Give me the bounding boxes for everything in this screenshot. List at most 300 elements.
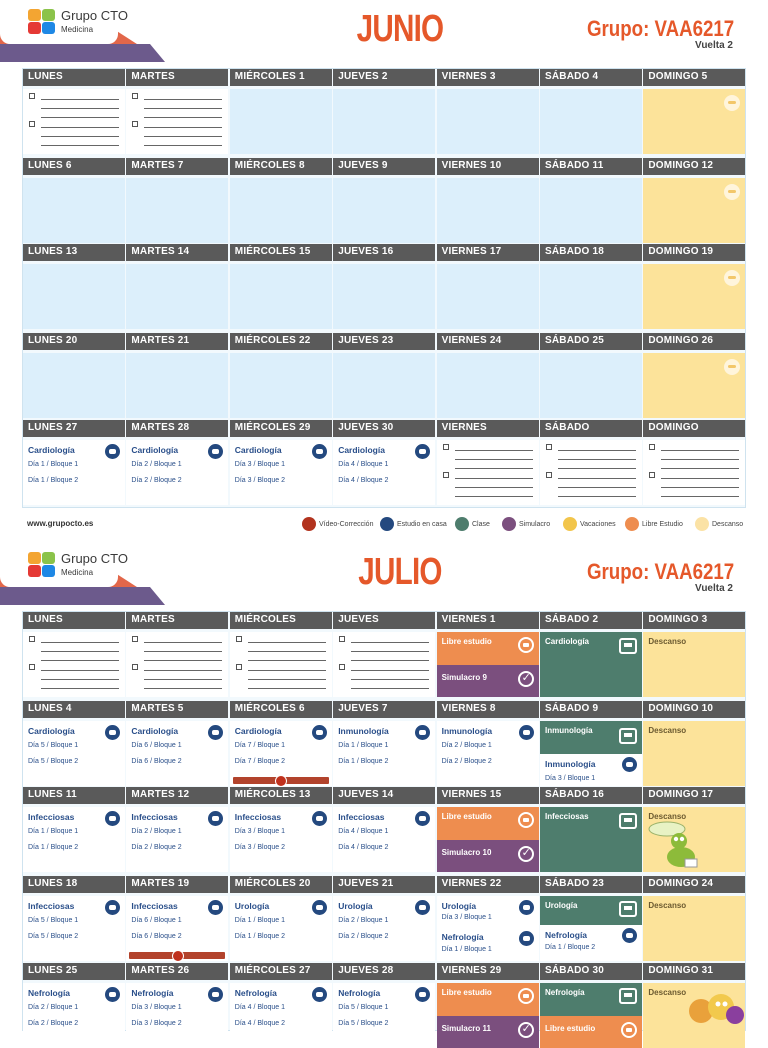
class-label: Inmunología: [545, 726, 593, 735]
day-cell[interactable]: [23, 420, 125, 505]
day-body: [23, 632, 125, 697]
day-header: MIÉRCOLES 6: [230, 701, 332, 718]
class-icon: [455, 517, 469, 531]
day-cell[interactable]: [643, 963, 745, 1048]
note-lines[interactable]: [236, 664, 326, 688]
note-lines[interactable]: [649, 444, 739, 468]
day-header: LUNES 6: [23, 158, 125, 175]
checkbox-icon[interactable]: [132, 121, 138, 127]
note-lines[interactable]: [29, 664, 119, 688]
day-header: MARTES 12: [126, 787, 228, 804]
day-header: DOMINGO 24: [643, 876, 745, 893]
day-cell[interactable]: [643, 612, 745, 697]
day-cell[interactable]: [437, 158, 539, 243]
note-lines[interactable]: [443, 444, 533, 468]
day-header: MARTES 7: [126, 158, 228, 175]
day-body: [540, 632, 642, 697]
block-label: Día 5 / Bloque 1: [28, 742, 78, 749]
day-cell[interactable]: [333, 244, 435, 329]
day-cell[interactable]: [333, 876, 435, 961]
checkbox-icon[interactable]: [443, 472, 449, 478]
day-body: [333, 983, 435, 1048]
block-label: Día 3 / Bloque 2: [235, 477, 285, 484]
block-label: Día 1 / Bloque 1: [28, 461, 78, 468]
day-cell[interactable]: [126, 701, 228, 786]
day-body: [643, 721, 745, 786]
simulacro-icon: [518, 1022, 534, 1038]
day-cell[interactable]: [333, 787, 435, 872]
note-line: [661, 468, 739, 469]
day-cell[interactable]: [126, 158, 228, 243]
class-icon: [619, 901, 637, 917]
day-cell[interactable]: [540, 333, 642, 418]
day-header: SÁBADO 16: [540, 787, 642, 804]
logo-icon: [28, 552, 58, 578]
home-study-icon: [415, 444, 430, 459]
subject-label: Nefrología: [28, 988, 70, 998]
subject-label: Infecciosas: [131, 901, 177, 911]
day-header: SÁBADO 30: [540, 963, 642, 980]
note-lines[interactable]: [29, 93, 119, 117]
day-body: [23, 353, 125, 418]
day-cell[interactable]: [437, 612, 539, 697]
day-cell[interactable]: [126, 787, 228, 872]
day-cell[interactable]: [126, 244, 228, 329]
day-cell[interactable]: [230, 701, 332, 786]
note-line: [248, 651, 326, 652]
day-cell[interactable]: [230, 69, 332, 154]
home-study-icon: [105, 725, 120, 740]
day-body: [333, 896, 435, 961]
day-body: [437, 632, 539, 697]
day-header: MIÉRCOLES 8: [230, 158, 332, 175]
day-body: [643, 440, 745, 505]
home-study-icon: [519, 931, 534, 946]
note-line: [41, 99, 119, 100]
checkbox-icon[interactable]: [236, 664, 242, 670]
brand-name: Grupo CTO: [61, 551, 128, 566]
legend-vac: Vacaciones: [563, 514, 616, 534]
note-line: [144, 651, 222, 652]
day-body: [333, 353, 435, 418]
checkbox-icon[interactable]: [29, 636, 35, 642]
subject-label: Infecciosas: [235, 812, 281, 822]
note-line: [661, 450, 739, 451]
subject-label: Urología: [338, 901, 372, 911]
home-study-icon: [105, 900, 120, 915]
day-cell[interactable]: [540, 244, 642, 329]
day-header: MARTES 14: [126, 244, 228, 261]
slot-label: Simulacro 9: [442, 673, 487, 682]
block-label: Día 3 / Bloque 1: [545, 775, 595, 782]
note-lines[interactable]: [132, 121, 222, 145]
day-cell[interactable]: [437, 69, 539, 154]
legend-rest: Descanso: [695, 514, 743, 534]
video-correction-bar[interactable]: [129, 952, 225, 959]
junio-calendar: [22, 68, 746, 508]
day-header: JUEVES: [333, 612, 435, 629]
day-body: [230, 89, 332, 154]
note-line: [248, 660, 326, 661]
day-cell[interactable]: [230, 420, 332, 505]
checkbox-icon[interactable]: [29, 664, 35, 670]
day-body: [643, 983, 745, 1048]
note-line: [558, 468, 636, 469]
block-label: Día 4 / Bloque 1: [338, 828, 388, 835]
day-body: [333, 178, 435, 243]
note-line: [558, 459, 636, 460]
note-line: [144, 670, 222, 671]
rest-label: Descanso: [648, 637, 686, 646]
slot-label: Libre estudio: [442, 812, 492, 821]
block-label: Día 3 / Bloque 1: [442, 914, 492, 921]
day-body: [437, 807, 539, 872]
note-line: [558, 450, 636, 451]
rest-label: Descanso: [648, 726, 686, 735]
week-row: [23, 69, 745, 154]
day-body: [230, 264, 332, 329]
subject-label: Cardiología: [131, 445, 178, 455]
day-cell[interactable]: [230, 787, 332, 872]
day-cell[interactable]: [23, 158, 125, 243]
day-body: [230, 440, 332, 505]
round-label: Vuelta 2: [695, 40, 733, 51]
checkbox-icon[interactable]: [649, 444, 655, 450]
day-header: VIERNES 3: [437, 69, 539, 86]
subject-label: Nefrología: [338, 988, 380, 998]
day-cell[interactable]: [333, 963, 435, 1048]
checkbox-icon[interactable]: [132, 636, 138, 642]
day-cell[interactable]: [23, 787, 125, 872]
day-cell[interactable]: [540, 69, 642, 154]
block-label: Día 2 / Bloque 2: [131, 477, 181, 484]
website-url[interactable]: www.grupocto.es: [27, 519, 93, 528]
day-cell[interactable]: [126, 612, 228, 697]
legend-home: Estudio en casa: [380, 514, 447, 534]
note-lines[interactable]: [546, 444, 636, 468]
checkbox-icon[interactable]: [339, 664, 345, 670]
day-cell[interactable]: [540, 612, 642, 697]
day-cell[interactable]: [230, 876, 332, 961]
day-body: [23, 440, 125, 505]
day-cell[interactable]: [23, 69, 125, 154]
day-body: [643, 632, 745, 697]
note-line: [455, 459, 533, 460]
note-lines[interactable]: [649, 472, 739, 496]
day-header: LUNES 11: [23, 787, 125, 804]
day-cell[interactable]: [540, 876, 642, 961]
day-cell[interactable]: [333, 420, 435, 505]
day-cell[interactable]: [643, 876, 745, 961]
day-body: [540, 440, 642, 505]
block-label: Día 1 / Bloque 2: [28, 477, 78, 484]
day-cell[interactable]: [23, 244, 125, 329]
day-body: [540, 721, 642, 786]
note-line: [41, 642, 119, 643]
note-line: [351, 642, 429, 643]
video-correction-bar[interactable]: [233, 777, 329, 784]
slot-bottom: [437, 840, 539, 873]
day-cell[interactable]: [437, 787, 539, 872]
rest-icon: [724, 359, 740, 375]
home-study-icon: [312, 900, 327, 915]
note-lines[interactable]: [29, 121, 119, 145]
note-lines[interactable]: [132, 664, 222, 688]
subject-label: Cardiología: [28, 445, 75, 455]
week-row: [23, 876, 745, 961]
day-body: [126, 896, 228, 961]
home-study-icon: [312, 444, 327, 459]
day-header: SÁBADO 11: [540, 158, 642, 175]
subject-label: Cardiología: [235, 445, 282, 455]
simulacro-icon: [502, 517, 516, 531]
note-lines[interactable]: [29, 636, 119, 660]
note-line: [351, 670, 429, 671]
checkbox-icon[interactable]: [236, 636, 242, 642]
note-line: [455, 450, 533, 451]
day-body: [540, 983, 642, 1048]
note-line: [455, 468, 533, 469]
day-body: [230, 721, 332, 786]
legend-video: Vídeo-Corrección: [302, 514, 373, 534]
day-body: [333, 632, 435, 697]
subject-label: Infecciosas: [131, 812, 177, 822]
note-line: [248, 688, 326, 689]
vacation-icon: [563, 517, 577, 531]
day-cell[interactable]: [333, 701, 435, 786]
day-cell[interactable]: [230, 333, 332, 418]
day-cell[interactable]: [230, 963, 332, 1048]
brand-subtitle: Medicina: [61, 25, 93, 34]
block-label: Día 5 / Bloque 2: [28, 933, 78, 940]
note-line: [41, 660, 119, 661]
day-cell[interactable]: [643, 69, 745, 154]
day-header: VIERNES 8: [437, 701, 539, 718]
slot-bottom: [437, 665, 539, 698]
day-cell[interactable]: [540, 963, 642, 1048]
checkbox-icon[interactable]: [339, 636, 345, 642]
note-lines[interactable]: [236, 636, 326, 660]
week-row: [23, 333, 745, 418]
note-line: [144, 679, 222, 680]
day-cell[interactable]: [23, 333, 125, 418]
day-cell[interactable]: [23, 701, 125, 786]
note-line: [661, 496, 739, 497]
block-label: Día 1 / Bloque 2: [545, 944, 595, 951]
brand-subtitle: Medicina: [61, 568, 93, 577]
note-lines[interactable]: [546, 472, 636, 496]
day-body: [333, 807, 435, 872]
checkbox-icon[interactable]: [132, 93, 138, 99]
slot-top: [437, 983, 539, 1016]
day-header: JUEVES 9: [333, 158, 435, 175]
day-body: [126, 983, 228, 1048]
note-line: [41, 117, 119, 118]
day-cell[interactable]: [23, 876, 125, 961]
checkbox-icon[interactable]: [132, 664, 138, 670]
note-lines[interactable]: [339, 664, 429, 688]
day-header: VIERNES 1: [437, 612, 539, 629]
day-cell[interactable]: [126, 963, 228, 1048]
day-header: LUNES 18: [23, 876, 125, 893]
legend-sim: Simulacro: [502, 514, 550, 534]
block-label: Día 4 / Bloque 2: [338, 477, 388, 484]
week-row: [23, 963, 745, 1048]
day-body: [540, 178, 642, 243]
day-body: [126, 721, 228, 786]
video-icon: [302, 517, 316, 531]
rest-icon: [695, 517, 709, 531]
day-body: [643, 353, 745, 418]
checkbox-icon[interactable]: [649, 472, 655, 478]
block-label: Día 3 / Bloque 2: [131, 1020, 181, 1027]
day-cell[interactable]: [333, 612, 435, 697]
block-label: Día 2 / Bloque 2: [442, 758, 492, 765]
day-cell[interactable]: [230, 158, 332, 243]
day-body: [437, 353, 539, 418]
note-line: [661, 478, 739, 479]
day-cell[interactable]: [437, 333, 539, 418]
day-cell[interactable]: [333, 158, 435, 243]
day-cell[interactable]: [540, 158, 642, 243]
home-study-icon: [312, 987, 327, 1002]
block-label: Día 4 / Bloque 2: [235, 1020, 285, 1027]
day-cell[interactable]: [643, 787, 745, 872]
day-cell[interactable]: [333, 333, 435, 418]
day-cell[interactable]: [643, 701, 745, 786]
home-study-icon: [415, 987, 430, 1002]
day-cell[interactable]: [230, 612, 332, 697]
subject-label: Infecciosas: [28, 812, 74, 822]
block-label: Día 4 / Bloque 1: [235, 1004, 285, 1011]
day-header: JUEVES 14: [333, 787, 435, 804]
checkbox-icon[interactable]: [29, 93, 35, 99]
day-cell[interactable]: [230, 244, 332, 329]
day-cell[interactable]: [643, 244, 745, 329]
day-body: [126, 440, 228, 505]
checkbox-icon[interactable]: [443, 444, 449, 450]
week-row: [23, 612, 745, 697]
slot-label: Simulacro 10: [442, 848, 492, 857]
note-lines[interactable]: [132, 93, 222, 117]
day-body: [333, 89, 435, 154]
legend: [0, 514, 768, 534]
day-cell[interactable]: [437, 876, 539, 961]
block-label: Día 3 / Bloque 1: [235, 461, 285, 468]
day-cell[interactable]: [643, 333, 745, 418]
note-line: [41, 670, 119, 671]
julio-header: [0, 543, 768, 607]
note-lines[interactable]: [339, 636, 429, 660]
block-label: Día 6 / Bloque 1: [131, 917, 181, 924]
day-cell[interactable]: [643, 420, 745, 505]
note-line: [41, 688, 119, 689]
day-body: [437, 721, 539, 786]
checkbox-icon[interactable]: [546, 472, 552, 478]
note-line: [455, 496, 533, 497]
subject-label: Infecciosas: [28, 901, 74, 911]
day-header: DOMINGO 26: [643, 333, 745, 350]
day-cell[interactable]: [333, 69, 435, 154]
day-body: [643, 89, 745, 154]
note-lines[interactable]: [132, 636, 222, 660]
checkbox-icon[interactable]: [29, 121, 35, 127]
day-body: [126, 353, 228, 418]
block-label: Día 6 / Bloque 1: [131, 742, 181, 749]
day-cell[interactable]: [643, 158, 745, 243]
slot-bottom: [540, 754, 642, 787]
checkbox-icon[interactable]: [546, 444, 552, 450]
day-cell[interactable]: [437, 701, 539, 786]
day-body: [540, 264, 642, 329]
day-header: VIERNES 24: [437, 333, 539, 350]
home-study-icon: [312, 725, 327, 740]
day-cell[interactable]: [23, 963, 125, 1048]
rest-label: Descanso: [648, 812, 686, 821]
day-cell[interactable]: [126, 420, 228, 505]
note-line: [41, 127, 119, 128]
rest-icon: [724, 95, 740, 111]
home-study-icon: [208, 987, 223, 1002]
home-study-icon: [208, 900, 223, 915]
day-body: [23, 721, 125, 786]
day-cell[interactable]: [126, 333, 228, 418]
block-label: Día 2 / Bloque 1: [131, 828, 181, 835]
note-line: [144, 642, 222, 643]
mascot-image: [681, 985, 745, 1030]
day-cell[interactable]: [437, 963, 539, 1048]
home-study-icon: [622, 757, 637, 772]
day-cell[interactable]: [437, 244, 539, 329]
note-line: [248, 642, 326, 643]
day-body: [540, 89, 642, 154]
day-cell[interactable]: [540, 701, 642, 786]
class-icon: [619, 728, 637, 744]
home-study-icon: [208, 811, 223, 826]
note-line: [144, 99, 222, 100]
slot-bottom: [437, 1016, 539, 1048]
block-label: Día 3 / Bloque 2: [235, 844, 285, 851]
subject-label: Nefrología: [131, 988, 173, 998]
slot-label: Libre estudio: [442, 988, 492, 997]
block-label: Día 2 / Bloque 1: [338, 917, 388, 924]
day-cell[interactable]: [540, 420, 642, 505]
note-line: [41, 651, 119, 652]
note-lines[interactable]: [443, 472, 533, 496]
day-cell[interactable]: [437, 420, 539, 505]
day-body: [126, 264, 228, 329]
day-header: VIERNES: [437, 420, 539, 437]
block-label: Día 4 / Bloque 1: [338, 461, 388, 468]
day-header: LUNES 4: [23, 701, 125, 718]
day-body: [23, 983, 125, 1048]
day-header: DOMINGO 12: [643, 158, 745, 175]
day-cell[interactable]: [540, 787, 642, 872]
day-header: MIÉRCOLES: [230, 612, 332, 629]
class-icon: [619, 813, 637, 829]
day-body: [437, 983, 539, 1048]
month-title: JUNIO: [322, 8, 478, 51]
rest-icon: [724, 270, 740, 286]
slot-label: Nefrología: [545, 988, 585, 997]
day-cell[interactable]: [23, 612, 125, 697]
day-cell[interactable]: [126, 69, 228, 154]
day-cell[interactable]: [126, 876, 228, 961]
note-line: [351, 688, 429, 689]
day-body: [437, 89, 539, 154]
block-label: Día 3 / Bloque 1: [235, 828, 285, 835]
day-body: [643, 178, 745, 243]
